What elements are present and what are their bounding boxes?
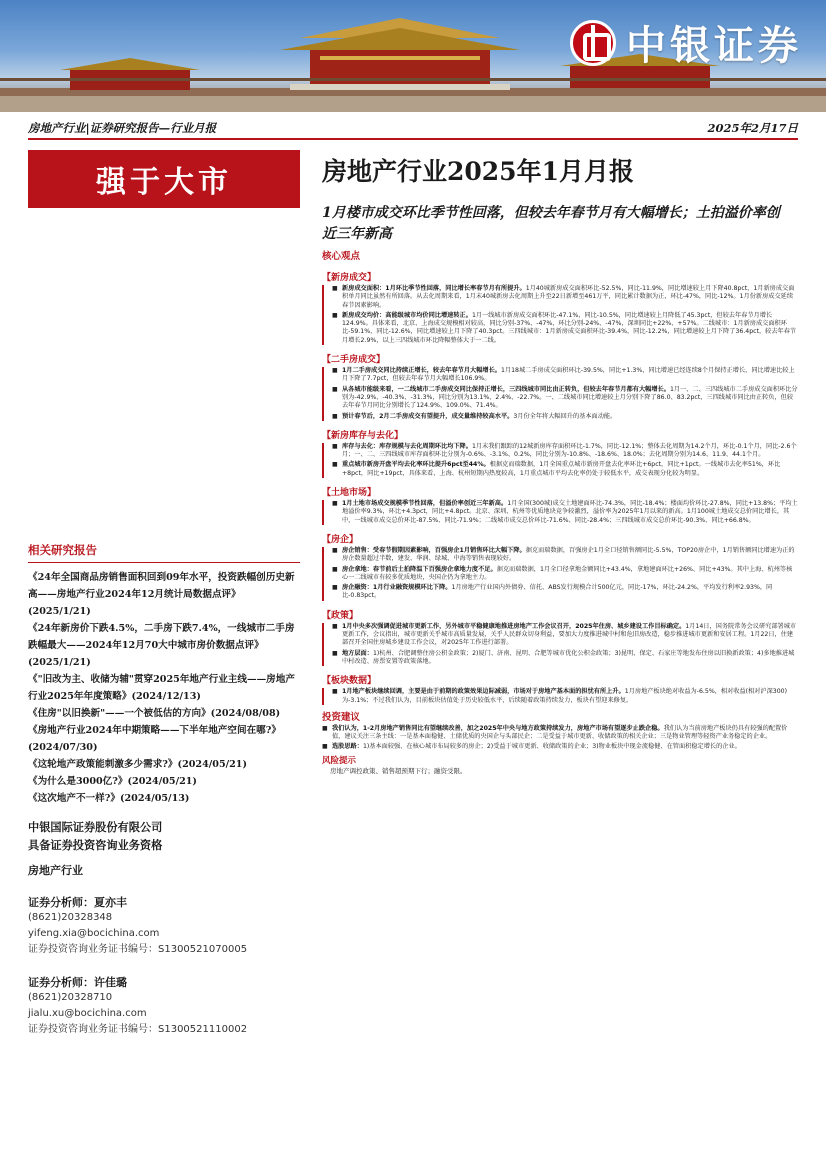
bullet-text: 1月40城新房成交面积环比-52.5%，同比-11.9%，同比增速较上月下降40.8pct，1月新房成交面积单月同比虽然有所回落。从去化周期来看，1月末40城新房去化周期上升至22日新增至461万平，同比累计数据为正，环比-47%，同比-12%。1月份新房成交延续春节因素影响。 (342, 285, 795, 309)
bullet-text: 1月房地产行业国内外债券、信托、ABS发行规模合计500亿元，同比-17%，环比-24.2%，平均发行利率2.93%，同比-0.83pct。 (342, 584, 773, 600)
bullet-item (332, 688, 798, 705)
bullet-item (332, 566, 798, 583)
section-block (322, 547, 798, 601)
related-report-item: 《为什么是3000亿?》(2024/05/21) (28, 776, 197, 787)
sections-container (322, 265, 798, 705)
section-heading: 【房企】 (322, 534, 359, 545)
company-qualification: 具备证券投资咨询业务资格 (28, 838, 163, 852)
bullet-text: 我们认为当前房地产板块仍具有较强的配置价值，建议关注三条主线：一是基本面稳健、土储优质的央国企与头部民企；二是受益于城市更新、收储政策的相关企业；三是物业管理等轻资产业务稳定的企业。 (332, 724, 788, 741)
bullet-item (332, 367, 798, 384)
bullet-text: 1月末我们跟踪的12城新房库存面积环比-1.7%，同比-12.1%；整体去化周期为14.2个月，环比-0.1个月，同比-2.6个月；一、二、三四线城市库存面积环比分别为-0.6%、-3.1%、0.2%，同比分别为-10.8%、-18.6%、18.0%；去化周期分别为14.6、11.9、44.1个月。 (342, 442, 797, 459)
section-block (322, 623, 798, 666)
related-report-item: 《24年全国商品房销售面积回到09年水平，投资跌幅创历史新高——房地产行业2024年12月统计局数据点评》(2025/1/21) (28, 572, 295, 617)
report-header-bar (28, 118, 798, 140)
related-report-item: 《"旧改为主、收储为辅"贯穿2025年地产行业主线——房地产行业2025年年度策略》(2024/12/13) (28, 674, 295, 702)
related-report-item: 《住房"以旧换新"——一个被低估的方向》(2024/08/08) (28, 708, 281, 719)
analyst-email: yifeng.xia@bocichina.com (28, 928, 160, 939)
bullet-lead: 房企融资：1月行业融资规模环比下降。 (342, 584, 452, 592)
analyst-email: jialu.xu@bocichina.com (28, 1008, 147, 1019)
bullet-item (322, 725, 798, 742)
bullet-lead: 地方层面： (342, 649, 373, 657)
bullet-lead: 选股思路： (332, 743, 363, 751)
rating-badge: 强于大市 (28, 150, 300, 208)
related-report-item: 《房地产行业2024年中期策略——下半年地产空间在哪?》(2024/07/30) (28, 725, 281, 753)
report-title: 房地产行业2025年1月月报 (322, 157, 634, 186)
related-reports (28, 542, 300, 807)
bullet-text: 1月全国(300城)成交土地建面环比-74.3%，同比-18.4%；楼面均价环比-27.8%，同比+13.8%；平均土地溢价率9.3%，环比+4.3pct，同比+4.8pct。北京、深圳、杭州等优质地块竞争较激烈，溢价率为2025年1月以来的新高。1月100城土地成交总价同比增长，其中，一线城市成交总价环比-87.5%、同比-71.9%；二线城市成交总价环比-71.6%、同比-28.4%；三四线城市成交总价环比-90.3%、同比+66.8%。 (342, 500, 798, 524)
section-heading: 【政策】 (322, 610, 359, 621)
section-heading: 【二手房成交】 (322, 355, 386, 366)
bullet-item (332, 443, 798, 460)
bullet-lead: 1月地产板块继续回调，主要是由于前期的政策效果边际减弱，市场对于房地产基本面的担忧有所上升。 (342, 688, 625, 696)
bullet-item (332, 413, 798, 421)
section-block (322, 443, 798, 478)
bullet-lead: 1月中央多次强调促进城市更新工作，另外城市平稳健康地推进房地产工作会议召开，2025年住房、城乡建设工作目标确定。 (342, 622, 686, 630)
bullet-text: 1月18城二手房成交面积环比-39.5%，同比+1.3%，同比增速已经连续8个月保持正增长，同比增速比较上月下降了7.7pct，但较去年春节月大幅增长106.9%。 (342, 367, 795, 383)
bullet-lead: 房企销售：受春节假期因素影响，百强房企1月销售环比大幅下降。 (342, 546, 526, 554)
bullet-text: 据克而瑞数据，百强房企1月全口径销售额同比-5.5%，TOP20房企中，1月销售额同比增速为正的房企数量超过半数，建发、华润、绿城、中海等销售表现较好。 (342, 546, 795, 563)
bullet-item (332, 547, 798, 564)
analysts-container (28, 894, 300, 1038)
section-block (322, 367, 798, 421)
bullet-lead: 新房成交面积：1月环比季节性回落，同比增长率春节月有所提升。 (342, 285, 526, 292)
company-name: 中银国际证券股份有限公司 (28, 820, 163, 834)
bullet-text: 1)杭州、合肥调整住房公积金政策；2)厦门、济南、昆明、合肥等城市优化公积金政策；3)昆明、保定、石家庄等地发布住房以旧换新政策；4)多地推进城中村改造、房票安置等政策落地。 (342, 649, 795, 665)
bullet-item (332, 584, 798, 601)
bullet-item (332, 461, 798, 478)
report-body (322, 248, 798, 1168)
related-report-item: 《这次地产不一样?》(2024/05/13) (28, 793, 190, 804)
bullet-lead: 房企拿地：春节前后土拍降温下百强房企拿地力度不足。 (342, 565, 497, 573)
section-block (322, 285, 798, 345)
section-block (322, 688, 798, 705)
company-sector: 房地产行业 (28, 864, 83, 877)
report-subtitle: 1月楼市成交环比季节性回落，但较去年春节月有大幅增长；土拍溢价率创近三年新高 (322, 205, 780, 242)
bullet-lead: 预计春节后，2月二手房成交有望提升，成交量维持较高水平。 (342, 412, 514, 420)
section-heading: 【板块数据】 (322, 676, 377, 687)
analyst-name: 证券分析师：许佳璐 (28, 976, 127, 989)
bank-of-china-logo-icon (570, 20, 616, 66)
risk-heading: 风险提示 (322, 755, 357, 766)
logo-text: 中银证券 (626, 22, 802, 69)
analyst-card (28, 894, 300, 958)
section-heading: 【新房库存与去化】 (322, 430, 404, 441)
header-banner (0, 0, 826, 112)
bullet-item (332, 285, 798, 310)
bullet-lead: 重点城市新房开盘平均去化率环比提升6pct至44%。 (342, 461, 490, 469)
bullet-text: 1月一线城市新房成交面积环比-47.1%，同比-10.5%，同比增速较上月降低了45.3pct，但较去年春节月增长124.9%。具体来看，北京、上海成交规模相对较高，同比分别-37%、-47%，环比分别-24%、-47%，深圳同比+22%、+57%。二线城市：1月新房成交面积环比-59.1%，同比-12.6%，同比增速较上月下降了40.3pct。三四线城市：1月新房成交面积环比-39.4%，同比-12.2%，同比增速较上月下降了36.4pct，较去年春节月增长2.9%，以上三四线城市环比降幅整体大于一二线。 (342, 311, 797, 344)
bullet-lead: 1月二手房成交同比持续正增长，较去年春节月大幅增长。 (342, 367, 501, 375)
section-heading: 【土地市场】 (322, 488, 377, 499)
bullet-lead: 1月土地市场成交规模季节性回落，但溢价率创近三年新高。 (342, 500, 508, 508)
related-report-item: 《24年新房价下跌4.5%，二手房下跌7.4%，一线城市二手房跌幅最大——2024年12月70大中城市房价数据点评》(2025/1/21) (28, 623, 295, 668)
bullet-text: 1)基本面较强、在核心城市布局较多的房企；2)受益于城市更新、收储政策的企业；3)物业板块中现金流稳健、在管面积稳定增长的企业。 (362, 743, 741, 751)
related-reports-list (28, 569, 300, 807)
invest-container (322, 725, 798, 752)
related-report-item: 《这轮地产政策能刺激多少需求?》(2024/05/21) (28, 759, 248, 770)
bullet-lead: 新房成交均价：高能级城市均价同比增速转正。 (342, 311, 472, 319)
analyst-cert: 证券投资咨询业务证书编号：S1300521070005 (28, 944, 248, 955)
bullet-item (332, 386, 798, 411)
report-date: 2025年2月17日 (707, 121, 798, 135)
related-reports-heading: 相关研究报告 (28, 542, 300, 563)
bullet-lead: 库存与去化：库存规模与去化周期环比均下降。 (342, 442, 472, 450)
bullet-lead: 我们认为，1-2月房地产销售同比有望继续改善，加之2025年中央与地方政策持续发力，房地产市场有望逐步止跌企稳。 (332, 724, 664, 732)
bullet-item (322, 743, 798, 751)
risk-text: 房地产调控政策、销售超预期下行；融资受限。 (330, 766, 467, 775)
bullet-lead: 从各城市能级来看，一二线城市二手房成交同比保持正增长，三四线城市同比由正转负，但较去年春节月都有大幅增长。 (342, 385, 670, 393)
analyst-cert: 证券投资咨询业务证书编号：S1300521110002 (28, 1024, 248, 1035)
bullet-item (332, 312, 798, 345)
company-logo (570, 14, 802, 71)
invest-heading: 投资建议 (322, 711, 361, 723)
bullet-text: 据克而瑞数据，1月全口径拿地金额同比+43.4%，拿地建面环比+26%、同比+43%。其中上海、杭州等核心一二线城市有较多优质地块，央国企仍为拿地主力。 (342, 565, 793, 581)
analyst-card (28, 974, 300, 1038)
bullet-item (332, 623, 798, 648)
analyst-phone: (8621)20328348 (28, 912, 113, 923)
report-category: 房地产行业|证券研究报告—行业月报 (28, 121, 217, 135)
company-info (28, 818, 300, 1038)
bullet-item (332, 650, 798, 667)
section-heading: 【新房成交】 (322, 273, 377, 283)
section-block (322, 500, 798, 525)
analyst-phone: (8621)20328710 (28, 992, 113, 1003)
core-view-label: 核心观点 (322, 251, 361, 262)
bullet-item (332, 500, 798, 525)
bullet-text: 1月14日，国务院常务会议研究部署城市更新工作，会议指出，城市更新关乎城市高质量发展，关乎人民群众切身利益，要加大力度推进城中村和危旧房改造，稳步推进城市更新和安居工程。1月22日，住建部召开全国住房城乡建设工作会议，对2025年工作进行部署。 (342, 622, 797, 647)
bullet-text: 1月一、二、三四线城市二手房成交面积环比分别为-42.9%、-40.3%、-31.3%，同比分别为13.1%、2.4%、-22.7%。一、二线城市同比增速较上月分别下降了86.0、83.2pct，三四线城市同比由正转负，但较去年春节月同比分别增长了124.9%、109.0%、71.4%。 (342, 385, 798, 410)
bullet-text: 根据克而瑞数据，1月全国重点城市新房开盘去化率环比+6pct，同比+1pct。一线城市去化率51%，环比+8pct，同比+19pct，具体来看，上海、杭州短期内热度较高，1月重点城市平均去化率仍处于较低水平，成交表现分化较为明显。 (342, 461, 781, 477)
analyst-name: 证券分析师：夏亦丰 (28, 896, 127, 909)
bullet-text: 1月房地产板块绝对收益为-6.5%，相对收益(相对沪深300)为-3.1%；不过我们认为，目前板块估值处于历史较低水平，后续随着政策持续发力，板块有望迎来修复。 (342, 688, 788, 704)
bullet-text: 3月份全年将大幅回升的基本面动能。 (513, 412, 617, 420)
